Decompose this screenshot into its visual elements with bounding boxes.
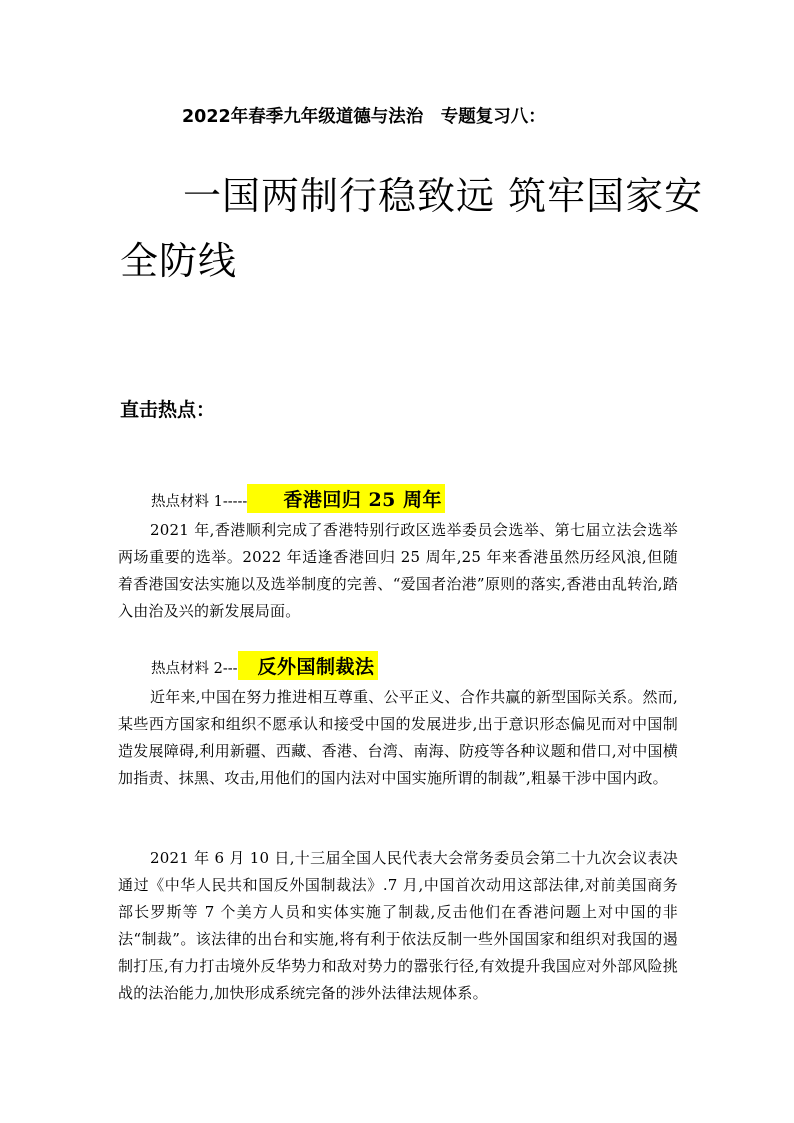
material-1-highlight: 香港回归 25 周年 (247, 484, 445, 513)
material-1-header (151, 484, 445, 513)
document-subtitle: 2022年春季九年级道德与法治 专题复习八： (182, 107, 546, 127)
section-heading: 直击热点： (120, 399, 216, 421)
document-title-line-1: 一国两制行稳致远 筑牢国家安 (183, 174, 704, 218)
material-2-paragraph-2: 2021 年 6 月 10 日,十三届全国人民代表大会常务委员会第二十九次会议表决通过《中华人民共和国反外国制裁法》.7 月,中国首次动用这部法律,对前美国商务部长罗斯等 7 个美方人员和实体实施了制裁,反击他们在香港问题上对中国的非法“制裁”。该法律的出台和实施,将有利于依法反制一些外国国家和组织对我国的遏制打压,有力打击境外反华势力和敌对势力的嚣张行径,有效提升我国应对外部风险挑战的法治能力,加快形成系统完备的涉外法律法规体系。 (118, 849, 678, 1002)
material-2-header (151, 651, 378, 680)
material-2-paragraph-1: 近年来,中国在努力推进相互尊重、公平正义、合作共赢的新型国际关系。然而,某些西方国家和组织不愿承认和接受中国的发展进步,出于意识形态偏见而对中国制造发展障碍,利用新疆、西藏、香港、台湾、南海、防疫等各种议题和借口,对中国横加指责、抹黑、攻击,用他们的国内法对中国实施所谓的制裁”,粗暴干涉中国内政。 (118, 688, 678, 787)
material-2-highlight: 反外国制裁法 (238, 651, 378, 680)
material-1-label: 热点材料 1----- (151, 494, 248, 510)
material-1-paragraph-1: 2021 年,香港顺利完成了香港特别行政区选举委员会选举、第七届立法会选举两场重要的选举。2022 年适逢香港回归 25 周年,25 年来香港虽然历经风浪,但随着香港国安法实施以及选举制度的完善、“爱国者治港”原则的落实,香港由乱转治,踏入由治及兴的新发展局面。 (118, 521, 678, 620)
document-title-line-2: 全防线 (120, 239, 238, 283)
material-2-label: 热点材料 2--- (151, 661, 238, 677)
